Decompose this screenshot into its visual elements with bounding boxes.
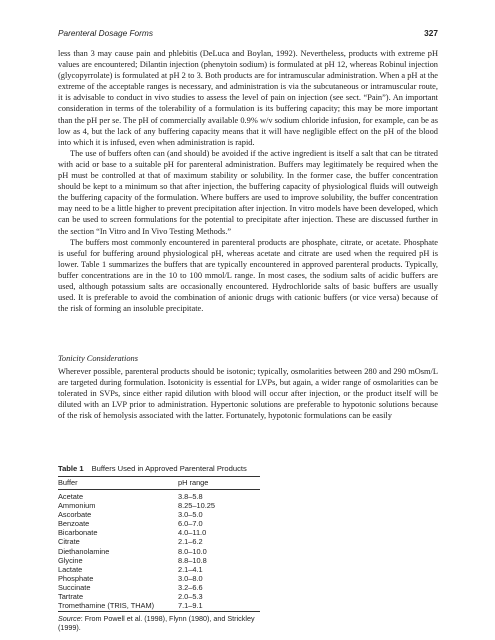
table-cell-buffer: Benzoate: [58, 519, 90, 529]
table-cell-buffer: Phosphate: [58, 573, 94, 583]
table-row: [58, 547, 260, 556]
running-head-title: Parenteral Dosage Forms: [58, 28, 153, 38]
table-cell-ph-range: 3.8–5.8: [178, 492, 203, 501]
table-cell-buffer: Acetate: [58, 492, 84, 501]
table-cell-buffer: Ascorbate: [58, 510, 92, 520]
table-row: [58, 537, 260, 546]
page-number: 327: [424, 28, 438, 38]
table-top-rule: [58, 476, 260, 477]
table-row: [58, 601, 260, 610]
table-cell-ph-range: 2.1–4.1: [178, 564, 203, 574]
table-header: [58, 478, 260, 487]
table-cell-ph-range: 2.0–5.3: [178, 592, 203, 602]
table-cell-ph-range: 8.0–10.0: [178, 546, 207, 556]
table-cell-ph-range: 3.2–6.6: [178, 582, 203, 592]
section-paragraph: Wherever possible, parenteral products should be isotonic; typically, osmolarities between 280 and 290 mOsm/L are targeted during formulation. Isotonicity is essential for LVPs, but again, a wider range of osmolarities can be tolerated in SVPs, since either rapid dilution with blood will occur after injection, or the product itself will be diluted with an LVP prior to administration. Hypertonic solutions are preferable to hypotonic solutions because of the risk of hemolysis associated with the latter. Fortunately, hypotonic formulations can be easily: [58, 367, 438, 421]
table-cell-buffer: Tromethamine (TRIS, THAM): [58, 601, 155, 611]
paragraph: The buffers most commonly encountered in parenteral products are phosphate, citrate, or acetate. Phosphate is useful for buffering around physiological pH, whereas acetate and citrate are used when the required pH is lower. Table 1 summarizes the buffers that are typically encountered in approved parenteral products. Typically, buffer concentrations are in the 10 to 100 mmol/L range. In most cases, the sodium salts of acidic buffers are used, although potassium salts are occasionally encountered. Hydrochloride salts of basic buffers are usually used. It is preferable to avoid the combination of anionic drugs with cationic buffers (or vice versa) because of the risk of forming an insoluble precipitate.: [58, 237, 438, 314]
table-cell-ph-range: 2.1–6.2: [178, 537, 203, 547]
source-text: : From Powell et al. (1998), Flynn (1980), and Strickley (1999).: [58, 614, 255, 632]
table-source: [58, 614, 258, 632]
table-cell-buffer: Citrate: [58, 537, 80, 547]
table-title: Buffers Used in Approved Parenteral Products: [91, 464, 247, 473]
running-head: [58, 28, 438, 38]
paragraph: less than 3 may cause pain and phlebitis (DeLuca and Boylan, 1992). Nevertheless, products with extreme pH values are encountered; Dilantin injection (phenytoin sodium) is formulated at pH 12, whereas Robinul injection (glycopyrrolate) is formulated at pH 2 to 3. Both products are for intramuscular administration. When a pH at the extreme of the acceptable ranges is necessary, and administration is via the subcutaneous or intramuscular route, it is advisable to conduct in vivo studies to assess the level of pain on injection (see sect. “Pain”). An important consideration in terms of the tolerability of a formulation is its buffering capacity; this may be more important than the pH per se. The pH of commercially available 0.9% w/v sodium chloride infusion, for example, can be as low as 4, but the lack of any buffering capacity means that it will have negligible effect on the pH of the blood into which it is infused, even when administration is rapid.: [58, 49, 438, 147]
table-row: [58, 528, 260, 537]
section-heading: Tonicity Considerations: [58, 354, 138, 363]
table-row: [58, 556, 260, 565]
table-cell-ph-range: 7.1–9.1: [178, 601, 203, 611]
table-cell-ph-range: 8.8–10.8: [178, 555, 207, 565]
table-row: [58, 510, 260, 519]
table-body: [58, 492, 260, 610]
table-cell-buffer: Diethanolamine: [58, 546, 110, 556]
table-header-rule: [58, 489, 260, 490]
table-cell-buffer: Glycine: [58, 555, 83, 565]
table-cell-ph-range: 3.0–5.0: [178, 510, 203, 520]
table-cell-ph-range: 8.25–10.25: [178, 501, 215, 511]
table-row: [58, 583, 260, 592]
table-cell-buffer: Lactate: [58, 564, 83, 574]
table-row: [58, 574, 260, 583]
table-row: [58, 492, 260, 501]
table-cell-ph-range: 4.0–11.0: [178, 528, 207, 538]
table-row: [58, 565, 260, 574]
body-text: [58, 48, 438, 314]
source-label: Source: [58, 614, 81, 623]
table-cell-buffer: Bicarbonate: [58, 528, 98, 538]
table-label: Table 1: [58, 464, 84, 473]
table-bottom-rule: [58, 611, 260, 612]
table-row: [58, 592, 260, 601]
table-row: [58, 501, 260, 510]
table-header-buffer: Buffer: [58, 478, 78, 487]
table-caption: [58, 464, 247, 473]
paragraph: The use of buffers often can (and should) be avoided if the active ingredient is itself a salt that can be titrated with acid or base to a suitable pH for parenteral administration. Buffers may legitimately be required when the pH must be controlled at that of maximum stability or solubility. In the former case, the buffer concentration should be kept to a minimum so that after injection, the buffering capacity of physiological fluids will outweigh the buffering capacity of the formulation. Where buffers are used to improve solubility, the buffer concentration may need to be a little higher to prevent precipitation after injection. In vitro models have been developed, which can be used to screen formulations for the potential to precipitate after injection. These are discussed further in the section “In Vitro and In Vivo Testing Methods.”: [58, 148, 438, 236]
table-header-ph-range: pH range: [178, 478, 209, 487]
table-cell-buffer: Tartrate: [58, 592, 84, 602]
table-cell-buffer: Ammonium: [58, 501, 96, 511]
table-cell-ph-range: 3.0–8.0: [178, 573, 203, 583]
table-cell-ph-range: 6.0–7.0: [178, 519, 203, 529]
table-cell-buffer: Succinate: [58, 582, 91, 592]
table-row: [58, 519, 260, 528]
